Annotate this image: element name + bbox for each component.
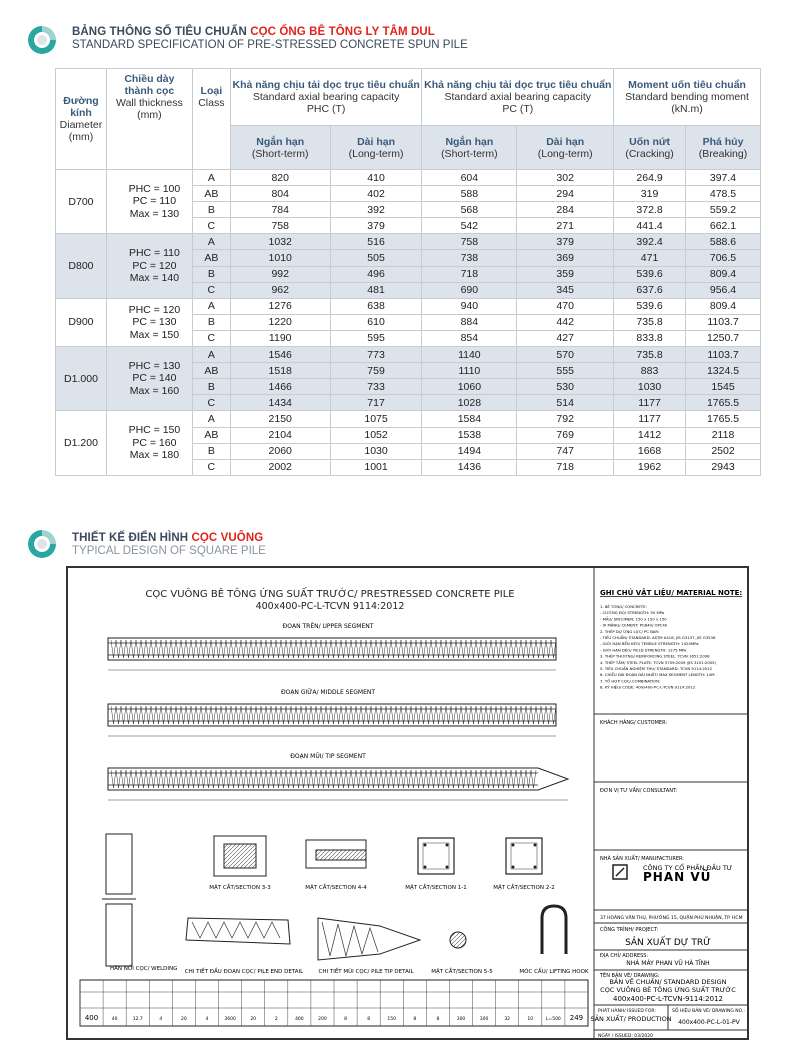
diameter-cell: D800 <box>56 234 107 298</box>
drawing-svg <box>68 568 751 1042</box>
material-note: - GIỚI HẠN DẺO/ YIELD STRENGTH: 1275 MPa <box>600 647 687 653</box>
wall-thickness-cell <box>106 170 192 234</box>
wall-line: Max = 150 <box>129 328 180 341</box>
diameter-cell: D1.000 <box>56 347 107 411</box>
company-logo-icon <box>26 24 58 56</box>
material-note: - CƯỜNG ĐỘ/ STRENGTH: 50 MPa <box>600 610 665 616</box>
value-cell: 747 <box>517 443 614 459</box>
value-cell: 1075 <box>330 411 422 427</box>
value-cell: 410 <box>330 170 422 186</box>
svg-text:TÊN BẢN VẼ/ DRAWING:: TÊN BẢN VẼ/ DRAWING: <box>600 973 660 979</box>
svg-text:ĐỊA CHỈ/ ADDRESS:: ĐỊA CHỈ/ ADDRESS: <box>600 953 649 959</box>
value-cell: 302 <box>517 170 614 186</box>
value-cell: 758 <box>422 234 517 250</box>
svg-text:CÔNG TRÌNH/ PROJECT:: CÔNG TRÌNH/ PROJECT: <box>600 927 659 933</box>
bottom-table-value: 200 <box>318 1017 327 1022</box>
spec-title-vi: BẢNG THÔNG SỐ TIÊU CHUẨN CỌC ỐNG BÊ TÔNG LY TÂM DUL <box>72 26 435 38</box>
header-phc-short: Ngắn hạn (Short-term) <box>230 126 330 170</box>
value-cell: 1250.7 <box>686 330 761 346</box>
svg-text:MẶT CẮT/SECTION 1-1: MẶT CẮT/SECTION 1-1 <box>405 885 467 891</box>
welding-detail <box>102 834 177 972</box>
value-cell: 733 <box>330 379 422 395</box>
svg-text:SẢN XUẤT/ PRODUCTION: SẢN XUẤT/ PRODUCTION <box>590 1015 672 1023</box>
value-cell: 397.4 <box>686 170 761 186</box>
value-cell: 1030 <box>614 379 686 395</box>
spec-title-en: STANDARD SPECIFICATION OF PRE-STRESSED CONCRETE SPUN PILE <box>72 39 468 51</box>
value-cell: 392.4 <box>614 234 686 250</box>
wall-line: PC = 140 <box>132 372 177 385</box>
svg-text:NHÀ MÁY PHAN VŨ HÀ TĨNH: NHÀ MÁY PHAN VŨ HÀ TĨNH <box>626 960 710 967</box>
class-cell: C <box>192 459 230 475</box>
value-cell: 1190 <box>230 330 330 346</box>
value-cell: 1494 <box>422 443 517 459</box>
value-cell: 379 <box>330 218 422 234</box>
class-cell: C <box>192 282 230 298</box>
pile-drawing <box>66 566 749 1040</box>
value-cell: 809.4 <box>686 298 761 314</box>
value-cell: 379 <box>517 234 614 250</box>
value-cell: 1220 <box>230 314 330 330</box>
wall-line: PC = 130 <box>132 316 177 329</box>
value-cell: 402 <box>330 186 422 202</box>
value-cell: 1010 <box>230 250 330 266</box>
value-cell: 1177 <box>614 395 686 411</box>
bottom-table-value: 300 <box>479 1017 489 1022</box>
value-cell: 2118 <box>686 427 761 443</box>
value-cell: 1765.5 <box>686 411 761 427</box>
design-title-vi: THIẾT KẾ ĐIỂN HÌNH CỌC VUÔNG <box>72 532 264 544</box>
svg-text:MẶT CẮT/SECTION 4-4: MẶT CẮT/SECTION 4-4 <box>305 885 367 891</box>
header-pc-long: Dài hạn (Long-term) <box>517 126 614 170</box>
wall-line: PC = 160 <box>132 436 177 449</box>
value-cell: 1412 <box>614 427 686 443</box>
svg-text:BẢN VẼ CHUẨN/ STANDARD DESIGN: BẢN VẼ CHUẨN/ STANDARD DESIGN <box>609 978 727 986</box>
section-5-5 <box>431 932 493 975</box>
value-cell: 284 <box>517 202 614 218</box>
value-cell: 264.9 <box>614 170 686 186</box>
class-cell: B <box>192 266 230 282</box>
bottom-table-value: 150 <box>387 1017 397 1022</box>
value-cell: 1765.5 <box>686 395 761 411</box>
class-cell: AB <box>192 427 230 443</box>
svg-text:MẶT CẮT/SECTION 3-3: MẶT CẮT/SECTION 3-3 <box>209 885 271 891</box>
wall-line: PHC = 120 <box>128 303 181 316</box>
value-cell: 1028 <box>422 395 517 411</box>
drawing-code: 400x400-PC-L-TCVN 9114:2012 <box>255 601 405 612</box>
bottom-table-value: 40 <box>111 1017 118 1022</box>
bottom-table-value: 2 <box>274 1017 278 1022</box>
value-cell: 1546 <box>230 347 330 363</box>
section-2-2 <box>493 838 554 891</box>
material-note: 7. TỔ HỢP CỌC/ COMBINATION: <box>600 678 661 684</box>
class-cell: A <box>192 411 230 427</box>
bottom-table-value: 3600 <box>224 1017 236 1022</box>
segment-label: ĐOẠN TRÊN/ UPPER SEGMENT <box>282 623 374 630</box>
class-cell: A <box>192 298 230 314</box>
material-note: - GIỚI HẠN BỀN KÉO/ TENSILE STRENGTH: 1420MPa <box>600 641 699 647</box>
value-cell: 516 <box>330 234 422 250</box>
value-cell: 442 <box>517 314 614 330</box>
svg-text:CHI TIẾT ĐẦU ĐOẠN CỌC/ PILE EN: CHI TIẾT ĐẦU ĐOẠN CỌC/ PILE END DETAIL <box>184 969 304 975</box>
bottom-table-value: 400 <box>295 1017 304 1022</box>
value-cell: 496 <box>330 266 422 282</box>
class-cell: AB <box>192 250 230 266</box>
value-cell: 637.6 <box>614 282 686 298</box>
value-cell: 638 <box>330 298 422 314</box>
bottom-table-value: 8 <box>344 1017 347 1022</box>
section-1-1 <box>405 838 466 891</box>
bottom-table-value: 12.7 <box>132 1017 143 1022</box>
value-cell: 940 <box>422 298 517 314</box>
value-cell: 604 <box>422 170 517 186</box>
header-cracking: Uốn nứt (Cracking) <box>614 126 686 170</box>
header-phc-long: Dài hạn (Long-term) <box>330 126 422 170</box>
value-cell: 2002 <box>230 459 330 475</box>
bottom-table-value: 10 <box>527 1017 534 1022</box>
value-cell: 784 <box>230 202 330 218</box>
value-cell: 956.4 <box>686 282 761 298</box>
pile-end-detail <box>185 918 304 975</box>
value-cell: 345 <box>517 282 614 298</box>
wall-line: Max = 180 <box>129 449 180 462</box>
value-cell: 369 <box>517 250 614 266</box>
svg-text:CHI TIẾT MŨI CỌC/ PILE TIP DET: CHI TIẾT MŨI CỌC/ PILE TIP DETAIL <box>318 969 414 975</box>
value-cell: 2060 <box>230 443 330 459</box>
value-cell: 735.8 <box>614 347 686 363</box>
spec-heading <box>26 24 468 56</box>
svg-text:GHI CHÚ VẬT LIỆU/ MATERIAL NOT: GHI CHÚ VẬT LIỆU/ MATERIAL NOTE: <box>600 589 743 597</box>
segment-label: ĐOẠN MŨI/ TIP SEGMENT <box>290 753 366 760</box>
value-cell: 854 <box>422 330 517 346</box>
value-cell: 1434 <box>230 395 330 411</box>
class-cell: A <box>192 170 230 186</box>
wall-line: PC = 110 <box>132 195 177 208</box>
value-cell: 588.6 <box>686 234 761 250</box>
class-cell: A <box>192 347 230 363</box>
class-cell: AB <box>192 363 230 379</box>
svg-text:MÓC CẨU/ LIFTING HOOK: MÓC CẨU/ LIFTING HOOK <box>519 969 589 975</box>
header-moment: Moment uốn tiêu chuẩn Standard bending moment (kN.m) <box>614 69 761 126</box>
value-cell: 271 <box>517 218 614 234</box>
wall-line: Max = 130 <box>129 207 180 220</box>
table-row <box>56 170 761 186</box>
class-cell: B <box>192 202 230 218</box>
material-note: - TIÊU CHUẨN/ STANDARD: ASTM A416, JIS G3137, JIS G3536 <box>600 635 716 640</box>
svg-text:NHÀ SẢN XUẤT/ MANUFACTURER:: NHÀ SẢN XUẤT/ MANUFACTURER: <box>600 856 684 862</box>
svg-text:SẢN XUẤT DỰ TRỮ: SẢN XUẤT DỰ TRỮ <box>625 938 711 948</box>
material-note: 5. TIÊU CHUẨN NGHIỆM THU/ STANDARD: TCVN 9114:2012 <box>600 666 713 671</box>
value-cell: 1052 <box>330 427 422 443</box>
value-cell: 539.6 <box>614 266 686 282</box>
value-cell: 441.4 <box>614 218 686 234</box>
value-cell: 809.4 <box>686 266 761 282</box>
table-row <box>56 234 761 250</box>
value-cell: 690 <box>422 282 517 298</box>
value-cell: 1668 <box>614 443 686 459</box>
class-cell: C <box>192 330 230 346</box>
value-cell: 1545 <box>686 379 761 395</box>
value-cell: 1110 <box>422 363 517 379</box>
value-cell: 883 <box>614 363 686 379</box>
class-cell: A <box>192 234 230 250</box>
svg-text:400x400-PC-L-TCVN-9114:2012: 400x400-PC-L-TCVN-9114:2012 <box>613 995 723 1003</box>
header-phc: Khả năng chịu tải dọc trục tiêu chuẩn Standard axial bearing capacity PHC (T) <box>230 69 422 126</box>
table-row <box>56 298 761 314</box>
spec-table <box>55 68 761 476</box>
value-cell: 1436 <box>422 459 517 475</box>
value-cell: 294 <box>517 186 614 202</box>
value-cell: 470 <box>517 298 614 314</box>
bottom-table-value: L=500 <box>545 1017 561 1022</box>
value-cell: 319 <box>614 186 686 202</box>
bottom-table-value: 32 <box>504 1017 511 1022</box>
value-cell: 588 <box>422 186 517 202</box>
svg-text:400x400-PC-L-01-PV: 400x400-PC-L-01-PV <box>678 1019 740 1026</box>
value-cell: 559.2 <box>686 202 761 218</box>
value-cell: 505 <box>330 250 422 266</box>
material-note: 1. BÊ TÔNG/ CONCRETE: <box>600 604 647 609</box>
svg-text:37 HOÀNG VĂN THỤ, PHƯỜNG 15, Q: 37 HOÀNG VĂN THỤ, PHƯỜNG 15, QUẬN PHÚ NHUẬN, TP. HCM <box>600 916 743 921</box>
value-cell: 1584 <box>422 411 517 427</box>
material-note: 8. KÝ HIỆU/ CODE: 400x400-PC-L-TCVN 9114:2012 <box>600 684 696 690</box>
value-cell: 1103.7 <box>686 347 761 363</box>
wall-line: PC = 120 <box>132 259 177 272</box>
value-cell: 2104 <box>230 427 330 443</box>
svg-text:PHÁT HÀNH/ ISSUED FOR:: PHÁT HÀNH/ ISSUED FOR: <box>598 1009 656 1014</box>
bottom-table-value: 8 <box>436 1017 440 1022</box>
wall-thickness-cell <box>106 234 192 298</box>
value-cell: 555 <box>517 363 614 379</box>
svg-text:NGÀY / ISSUED: 03/2020: NGÀY / ISSUED: 03/2020 <box>598 1034 653 1039</box>
value-cell: 1103.7 <box>686 314 761 330</box>
design-title-en: TYPICAL DESIGN OF SQUARE PILE <box>72 545 266 557</box>
header-pc: Khả năng chịu tải dọc trục tiêu chuẩn Standard axial bearing capacity PC (T) <box>422 69 614 126</box>
value-cell: 792 <box>517 411 614 427</box>
value-cell: 1030 <box>330 443 422 459</box>
wall-line: PHC = 130 <box>128 359 181 372</box>
svg-text:SỐ HIỆU BẢN VẼ/ DRAWING NO.:: SỐ HIỆU BẢN VẼ/ DRAWING NO.: <box>672 1009 745 1014</box>
value-cell: 478.5 <box>686 186 761 202</box>
svg-text:ĐƠN VỊ TƯ VẤN/ CONSULTANT:: ĐƠN VỊ TƯ VẤN/ CONSULTANT: <box>600 788 678 794</box>
svg-text:CỌC VUÔNG BÊ TÔNG ỨNG SUẤT TRƯ: CỌC VUÔNG BÊ TÔNG ỨNG SUẤT TRƯỚC <box>600 986 736 994</box>
bottom-table-value: 300 <box>456 1017 466 1022</box>
value-cell: 758 <box>230 218 330 234</box>
value-cell: 717 <box>330 395 422 411</box>
wall-line: PHC = 100 <box>128 182 181 195</box>
table-row <box>56 347 761 363</box>
bottom-table-value: 400 <box>84 1014 99 1022</box>
value-cell: 471 <box>614 250 686 266</box>
bottom-table-value: 20 <box>181 1017 187 1022</box>
value-cell: 773 <box>330 347 422 363</box>
value-cell: 1276 <box>230 298 330 314</box>
drawing-bottom-table <box>80 980 588 1026</box>
wall-line: PHC = 150 <box>128 424 181 437</box>
lifting-hook <box>519 906 589 975</box>
segment-label: ĐOẠN GIỮA/ MIDDLE SEGMENT <box>280 689 376 696</box>
value-cell: 706.5 <box>686 250 761 266</box>
value-cell: 530 <box>517 379 614 395</box>
class-cell: C <box>192 395 230 411</box>
bottom-table-value: 8 <box>413 1017 417 1022</box>
value-cell: 992 <box>230 266 330 282</box>
value-cell: 1001 <box>330 459 422 475</box>
bottom-table-value: 249 <box>569 1014 584 1022</box>
value-cell: 542 <box>422 218 517 234</box>
value-cell: 481 <box>330 282 422 298</box>
material-note: 6. CHIỀU DÀI ĐOẠN DÀI NHẤT/ MAX SEGMENT LENGTH: 14M <box>600 672 715 678</box>
value-cell: 884 <box>422 314 517 330</box>
wall-line: PHC = 110 <box>128 247 180 260</box>
value-cell: 662.1 <box>686 218 761 234</box>
material-note: 3. THÉP THƯỜNG/ REINFORCING STEEL: TCVN 1651:2008 <box>600 653 710 659</box>
section-3-3 <box>209 836 271 891</box>
header-class: Loại Class <box>192 69 230 170</box>
svg-text:KHÁCH HÀNG/ CUSTOMER:: KHÁCH HÀNG/ CUSTOMER: <box>600 720 668 726</box>
bottom-table-value: 4 <box>205 1017 209 1022</box>
pile-tip-detail <box>318 918 420 975</box>
svg-text:CÔNG TY CỔ PHẦN ĐẦU TƯ: CÔNG TY CỔ PHẦN ĐẦU TƯ <box>643 864 733 872</box>
value-cell: 769 <box>517 427 614 443</box>
value-cell: 735.8 <box>614 314 686 330</box>
svg-text:PHAN VŨ: PHAN VŨ <box>643 870 712 884</box>
value-cell: 570 <box>517 347 614 363</box>
value-cell: 804 <box>230 186 330 202</box>
svg-text:MẶT CẮT/SECTION 2-2: MẶT CẮT/SECTION 2-2 <box>493 885 555 891</box>
header-diameter: Đường kính Diameter (mm) <box>56 69 107 170</box>
value-cell: 1177 <box>614 411 686 427</box>
material-note: 2. THÉP DỰ ỨNG LỰC/ PC BAR: <box>600 628 660 634</box>
table-row <box>56 411 761 427</box>
value-cell: 539.6 <box>614 298 686 314</box>
diameter-cell: D900 <box>56 298 107 346</box>
class-cell: B <box>192 443 230 459</box>
value-cell: 1538 <box>422 427 517 443</box>
value-cell: 568 <box>422 202 517 218</box>
value-cell: 427 <box>517 330 614 346</box>
material-note: 4. THÉP TẤM/ STEEL PLATE: TCVN 5709:2009 (JIS 3101:2005) <box>600 659 717 665</box>
value-cell: 718 <box>517 459 614 475</box>
bottom-table-value: 8 <box>367 1017 371 1022</box>
value-cell: 514 <box>517 395 614 411</box>
wall-thickness-cell <box>106 347 192 411</box>
class-cell: AB <box>192 186 230 202</box>
svg-text:HÀN NỐI CỌC/ WELDING: HÀN NỐI CỌC/ WELDING <box>110 966 178 972</box>
design-heading <box>26 528 266 560</box>
value-cell: 2502 <box>686 443 761 459</box>
value-cell: 833.8 <box>614 330 686 346</box>
material-note: - XI MĂNG/ CEMENT: PCB40/ OPC40 <box>600 622 668 628</box>
value-cell: 1466 <box>230 379 330 395</box>
value-cell: 2150 <box>230 411 330 427</box>
bottom-table-value: 4 <box>159 1017 163 1022</box>
diameter-cell: D700 <box>56 170 107 234</box>
wall-thickness-cell <box>106 298 192 346</box>
value-cell: 759 <box>330 363 422 379</box>
value-cell: 1324.5 <box>686 363 761 379</box>
value-cell: 359 <box>517 266 614 282</box>
value-cell: 1518 <box>230 363 330 379</box>
class-cell: C <box>192 218 230 234</box>
value-cell: 372.8 <box>614 202 686 218</box>
company-logo-icon <box>26 528 58 560</box>
class-cell: B <box>192 314 230 330</box>
value-cell: 1060 <box>422 379 517 395</box>
wall-line: Max = 140 <box>129 272 180 285</box>
svg-text:MẶT CẮT/SECTION 5-5: MẶT CẮT/SECTION 5-5 <box>431 969 493 975</box>
value-cell: 820 <box>230 170 330 186</box>
value-cell: 1140 <box>422 347 517 363</box>
diameter-cell: D1.200 <box>56 411 107 475</box>
wall-thickness-cell <box>106 411 192 475</box>
title-block <box>590 588 749 1039</box>
material-note: - MẪU/ SPECIMEN: 150 x 150 x 150 <box>600 616 667 622</box>
value-cell: 2943 <box>686 459 761 475</box>
value-cell: 392 <box>330 202 422 218</box>
value-cell: 962 <box>230 282 330 298</box>
value-cell: 718 <box>422 266 517 282</box>
header-breaking: Phá hủy (Breaking) <box>686 126 761 170</box>
value-cell: 595 <box>330 330 422 346</box>
header-pc-short: Ngắn hạn (Short-term) <box>422 126 517 170</box>
section-4-4 <box>305 840 367 891</box>
header-wall: Chiều dày thành cọc Wall thickness (mm) <box>106 69 192 170</box>
class-cell: B <box>192 379 230 395</box>
value-cell: 1962 <box>614 459 686 475</box>
bottom-table-value: 20 <box>250 1017 257 1022</box>
value-cell: 1032 <box>230 234 330 250</box>
drawing-title: CỌC VUÔNG BÊ TÔNG ỨNG SUẤT TRƯỚC/ PRESTRESSED CONCRETE PILE <box>145 589 515 600</box>
value-cell: 738 <box>422 250 517 266</box>
value-cell: 610 <box>330 314 422 330</box>
wall-line: Max = 160 <box>129 384 180 397</box>
